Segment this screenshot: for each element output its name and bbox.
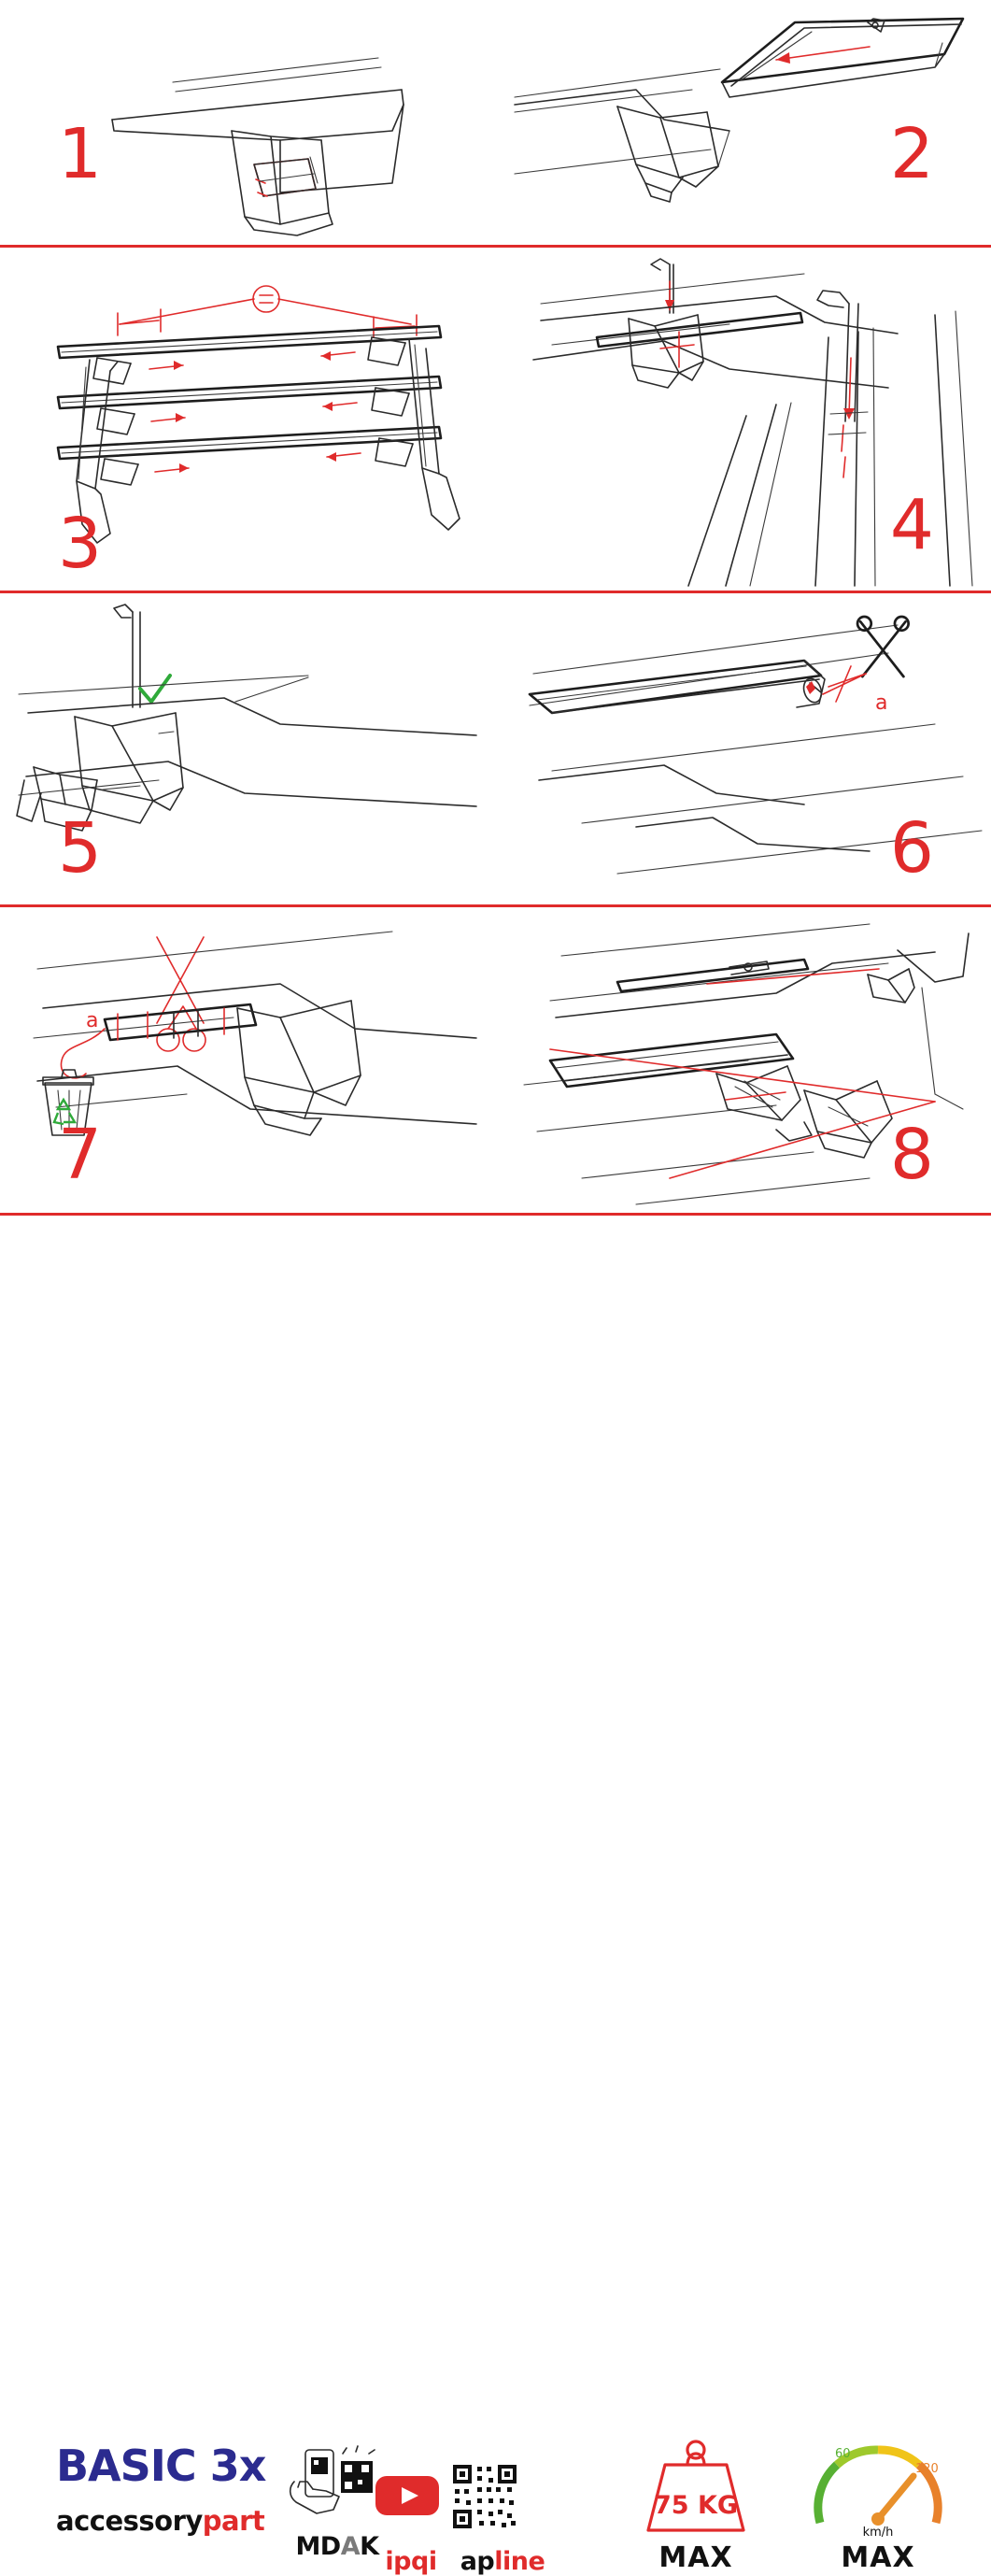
weight-icon (616, 2437, 775, 2538)
step-number-4: 4 (889, 485, 933, 565)
step-number-3: 3 (58, 504, 102, 584)
mdak-label-accent: A (340, 2532, 361, 2561)
max-load-caption: MAX (658, 2541, 733, 2574)
apline-label-accent: line (494, 2547, 545, 2576)
step-panel-6 (496, 593, 991, 904)
cut-label-7: a (86, 1009, 99, 1032)
logo-ipqi-label: ipqi (385, 2547, 437, 2576)
speed-unit: km/h (862, 2526, 894, 2538)
step-panel-3 (0, 248, 495, 591)
step-number-8: 8 (889, 1115, 933, 1195)
step-panel-1 (0, 0, 495, 245)
product-quantity: 3x (209, 2441, 266, 2491)
max-load-block (616, 2437, 775, 2574)
logo-qr[interactable] (451, 2463, 522, 2530)
logo-youtube[interactable] (374, 2472, 448, 2519)
qr-code-icon[interactable] (451, 2463, 518, 2530)
cut-label-6: a (875, 691, 888, 715)
company-name-first: accessory (56, 2505, 203, 2537)
logo-apline (451, 2541, 554, 2576)
product-line-name: BASIC (56, 2441, 196, 2491)
divider-3 (0, 904, 991, 907)
company-name (56, 2505, 280, 2537)
mdak-label-dark: MD (295, 2532, 341, 2561)
step-number-1: 1 (58, 114, 102, 194)
footer (0, 1215, 991, 2576)
product-line (56, 2441, 280, 2491)
step-number-6: 6 (889, 808, 933, 889)
logo-mdak-label (285, 2532, 389, 2561)
step-panel-4 (496, 248, 991, 591)
step-panel-8 (496, 907, 991, 1213)
logo-ipqi (377, 2541, 445, 2576)
company-name-second: part (202, 2505, 265, 2537)
mdak-label-tail: K (360, 2532, 379, 2561)
step-panel-2 (496, 0, 991, 245)
max-load-value: 75 KG (653, 2491, 739, 2520)
step-number-2: 2 (889, 114, 933, 194)
speed-tick-120: 120 (915, 2462, 939, 2476)
divider-1 (0, 245, 991, 248)
speed-tick-60: 60 (835, 2447, 851, 2461)
max-speed-caption: MAX (841, 2541, 915, 2574)
max-speed-block (803, 2437, 953, 2574)
step-number-5: 5 (58, 808, 102, 889)
youtube-play-icon[interactable] (374, 2472, 441, 2519)
step-panel-7 (0, 907, 495, 1213)
divider-2 (0, 591, 991, 593)
speedometer-icon (803, 2437, 953, 2538)
step-panel-5 (0, 593, 495, 904)
logo-apline-label (451, 2547, 554, 2576)
step-number-7: 7 (58, 1115, 102, 1195)
apline-label-dark: ap (460, 2547, 495, 2576)
brand-block (56, 2441, 280, 2537)
